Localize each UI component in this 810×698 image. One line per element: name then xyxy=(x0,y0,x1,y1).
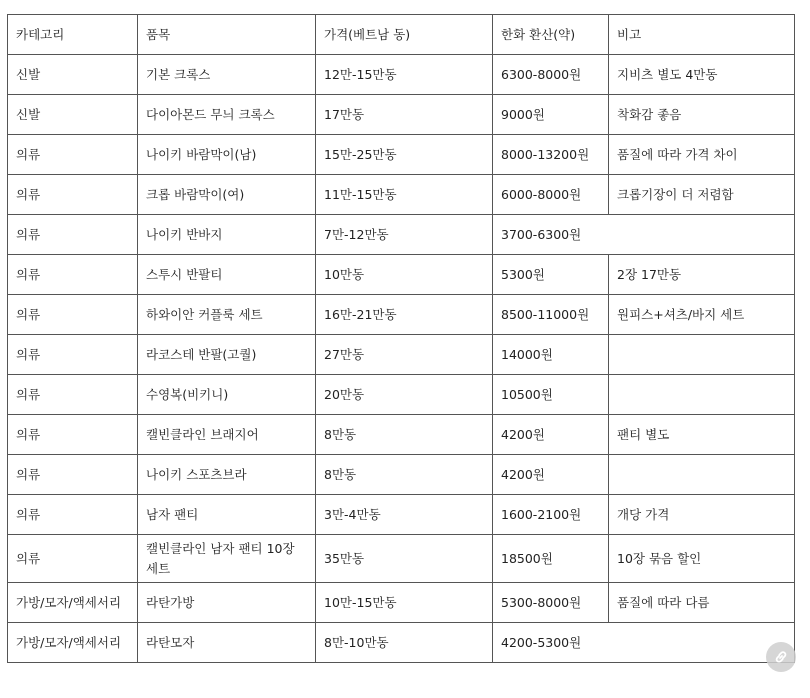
item-cell: 수영복(비키니) xyxy=(138,375,316,415)
table-row xyxy=(8,455,795,495)
price-krw-cell: 14000원 xyxy=(493,335,609,375)
note-cell: 착화감 좋음 xyxy=(609,95,795,135)
table-row xyxy=(8,215,795,255)
note-cell xyxy=(609,455,795,495)
header-cell: 카테고리 xyxy=(8,15,138,55)
price-vnd-cell: 17만동 xyxy=(316,95,493,135)
note-cell: 팬티 별도 xyxy=(609,415,795,455)
table-row xyxy=(8,583,795,623)
item-cell: 하와이안 커플룩 세트 xyxy=(138,295,316,335)
category-cell: 의류 xyxy=(8,295,138,335)
price-krw-cell: 9000원 xyxy=(493,95,609,135)
price-table xyxy=(7,14,795,663)
price-krw-cell: 6000-8000원 xyxy=(493,175,609,215)
note-cell: 품질에 따라 가격 차이 xyxy=(609,135,795,175)
category-cell: 가방/모자/액세서리 xyxy=(8,583,138,623)
price-vnd-cell: 11만-15만동 xyxy=(316,175,493,215)
price-vnd-cell: 27만동 xyxy=(316,335,493,375)
item-cell: 기본 크록스 xyxy=(138,55,316,95)
price-vnd-cell: 3만-4만동 xyxy=(316,495,493,535)
item-cell: 라탄가방 xyxy=(138,583,316,623)
price-krw-cell: 3700-6300원 xyxy=(493,215,795,255)
price-vnd-cell: 16만-21만동 xyxy=(316,295,493,335)
table-row xyxy=(8,135,795,175)
table-row xyxy=(8,623,795,663)
note-cell: 크롭기장이 더 저렴함 xyxy=(609,175,795,215)
price-krw-cell: 18500원 xyxy=(493,535,609,583)
note-cell: 2장 17만동 xyxy=(609,255,795,295)
note-cell: 10장 묶음 할인 xyxy=(609,535,795,583)
table-row xyxy=(8,335,795,375)
table-row xyxy=(8,415,795,455)
price-vnd-cell: 8만동 xyxy=(316,455,493,495)
category-cell: 의류 xyxy=(8,255,138,295)
category-cell: 의류 xyxy=(8,175,138,215)
header-cell: 비고 xyxy=(609,15,795,55)
item-cell: 라코스테 반팔(고퀄) xyxy=(138,335,316,375)
header-cell: 품목 xyxy=(138,15,316,55)
table-row xyxy=(8,295,795,335)
item-cell: 크롭 바람막이(여) xyxy=(138,175,316,215)
table-row xyxy=(8,495,795,535)
category-cell: 신발 xyxy=(8,55,138,95)
price-vnd-cell: 10만-15만동 xyxy=(316,583,493,623)
price-vnd-cell: 10만동 xyxy=(316,255,493,295)
link-icon xyxy=(773,649,789,665)
price-vnd-cell: 12만-15만동 xyxy=(316,55,493,95)
table-row xyxy=(8,55,795,95)
header-cell: 한화 환산(약) xyxy=(493,15,609,55)
note-cell: 지비츠 별도 4만동 xyxy=(609,55,795,95)
note-cell: 원피스+셔츠/바지 세트 xyxy=(609,295,795,335)
category-cell: 의류 xyxy=(8,535,138,583)
price-vnd-cell: 35만동 xyxy=(316,535,493,583)
note-cell: 품질에 따라 다름 xyxy=(609,583,795,623)
item-cell: 나이키 바람막이(남) xyxy=(138,135,316,175)
item-cell: 남자 팬티 xyxy=(138,495,316,535)
category-cell: 의류 xyxy=(8,215,138,255)
price-krw-cell: 5300-8000원 xyxy=(493,583,609,623)
item-cell: 캘빈클라인 브래지어 xyxy=(138,415,316,455)
category-cell: 의류 xyxy=(8,495,138,535)
price-krw-cell: 8500-11000원 xyxy=(493,295,609,335)
category-cell: 의류 xyxy=(8,335,138,375)
item-cell: 캘빈클라인 남자 팬티 10장 세트 xyxy=(138,535,316,583)
link-button[interactable] xyxy=(766,642,796,672)
item-cell: 다이아몬드 무늬 크록스 xyxy=(138,95,316,135)
note-cell: 개당 가격 xyxy=(609,495,795,535)
category-cell: 신발 xyxy=(8,95,138,135)
price-vnd-cell: 7만-12만동 xyxy=(316,215,493,255)
price-vnd-cell: 15만-25만동 xyxy=(316,135,493,175)
price-krw-cell: 4200원 xyxy=(493,415,609,455)
price-krw-cell: 10500원 xyxy=(493,375,609,415)
category-cell: 의류 xyxy=(8,135,138,175)
table-row xyxy=(8,255,795,295)
category-cell: 의류 xyxy=(8,415,138,455)
price-krw-cell: 1600-2100원 xyxy=(493,495,609,535)
table-row xyxy=(8,535,795,583)
header-cell: 가격(베트남 동) xyxy=(316,15,493,55)
item-cell: 스투시 반팔티 xyxy=(138,255,316,295)
item-cell: 라탄모자 xyxy=(138,623,316,663)
note-cell xyxy=(609,375,795,415)
price-krw-cell: 8000-13200원 xyxy=(493,135,609,175)
price-krw-cell: 5300원 xyxy=(493,255,609,295)
price-krw-cell: 4200-5300원 xyxy=(493,623,795,663)
category-cell: 가방/모자/액세서리 xyxy=(8,623,138,663)
category-cell: 의류 xyxy=(8,455,138,495)
price-krw-cell: 6300-8000원 xyxy=(493,55,609,95)
table-row xyxy=(8,175,795,215)
price-krw-cell: 4200원 xyxy=(493,455,609,495)
table-header-row xyxy=(8,15,795,55)
price-vnd-cell: 20만동 xyxy=(316,375,493,415)
table-row xyxy=(8,375,795,415)
item-cell: 나이키 반바지 xyxy=(138,215,316,255)
price-vnd-cell: 8만-10만동 xyxy=(316,623,493,663)
item-cell: 나이키 스포츠브라 xyxy=(138,455,316,495)
price-vnd-cell: 8만동 xyxy=(316,415,493,455)
category-cell: 의류 xyxy=(8,375,138,415)
table-row xyxy=(8,95,795,135)
note-cell xyxy=(609,335,795,375)
